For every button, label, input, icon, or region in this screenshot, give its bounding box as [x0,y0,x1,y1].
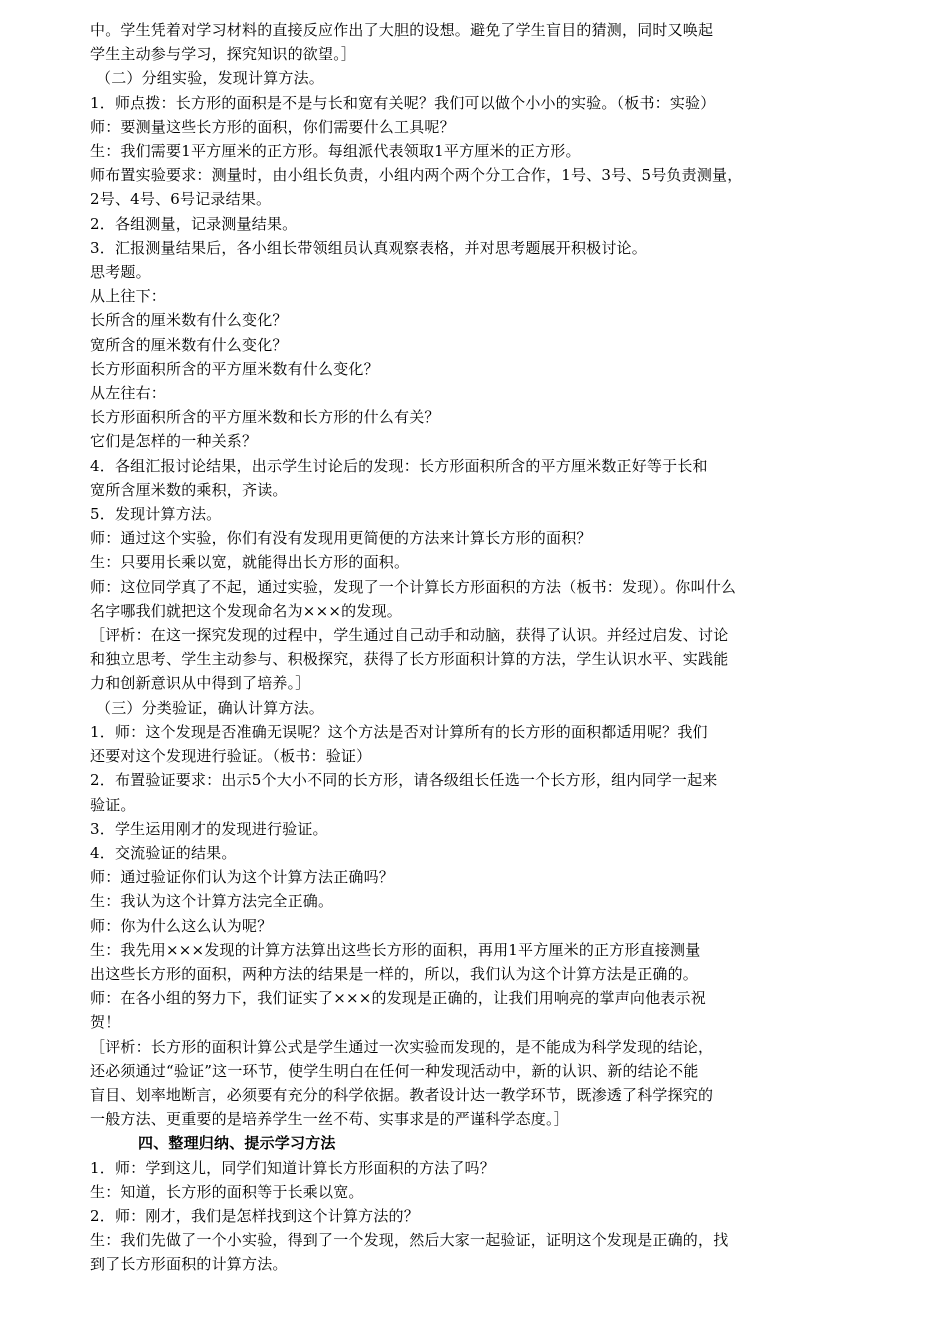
text-line: 3．学生运用刚才的发现进行验证。 [90,819,328,838]
text-line: 师：你为什么这么认为呢？ [90,916,273,935]
text-line: 宽所含的厘米数有什么变化？ [90,335,288,354]
text-line: 生：只要用长乘以宽，就能得出长方形的面积。 [90,553,410,572]
text-line: 2．师：刚才，我们是怎样找到这个计算方法的？ [90,1206,419,1225]
text-line: 从左往右： [90,384,167,403]
text-line: ［评析：在这一探究发现的过程中，学生通过自己动手和动脑，获得了认识。并经过启发、讨论 [90,626,729,645]
text-line: 和独立思考、学生主动参与、积极探究，获得了长方形面积计算的方法，学生认识水平、实践能 [90,650,729,669]
text-line: 师：通过这个实验，你们有没有发现用更简便的方法来计算长方形的面积？ [90,529,592,548]
text-line: 3．汇报测量结果后，各小组长带领组员认真观察表格，并对思考题展开积极讨论。 [90,238,647,257]
text-line: 思考题。 [90,263,151,282]
text-line: 还要对这个发现进行验证。（板书：验证） [90,747,372,766]
text-line: 生：我认为这个计算方法完全正确。 [90,892,334,911]
text-line: 宽所含厘米数的乘积，齐读。 [90,480,288,499]
text-line: 5．发现计算方法。 [90,505,222,524]
text-line: 师：这位同学真了不起，通过实验，发现了一个计算长方形面积的方法（板书：发现）。你叫什么 [90,577,737,596]
text-line: 2号、4号、6号记录结果。 [90,190,272,209]
section-heading: 四、整理归纳、提示学习方法 [138,1134,336,1153]
text-line: 出这些长方形的面积，两种方法的结果是一样的，所以，我们认为这个计算方法是正确的。 [90,964,699,983]
text-line: 2．布置验证要求：出示5个大小不同的长方形，请各级组长任选一个长方形，组内同学一起来 [90,771,718,790]
text-line: 1．师：学到这儿，同学们知道计算长方形面积的方法了吗？ [90,1158,495,1177]
text-line: 4．交流验证的结果。 [90,843,237,862]
text-line: 一般方法、更重要的是培养学生一丝不苟、实事求是的严谨科学态度。］ [90,1110,569,1129]
text-line: 2．各组测量，记录测量结果。 [90,214,298,233]
text-line: 力和创新意识从中得到了培养。］ [90,674,311,693]
text-line: 贺！ [90,1013,121,1032]
text-line: 名字哪我们就把这个发现命名为×××的发现。 [90,601,402,620]
text-line: 师布置实验要求：测量时，由小组长负责，小组内两个两个分工合作，1号、3号、5号负责测量， [90,166,743,185]
text-line: 它们是怎样的一种关系？ [90,432,258,451]
text-line: 1．师点拨：长方形的面积是不是与长和宽有关呢？我们可以做个小小的实验。（板书：实验） [90,93,716,112]
text-line: 1．师：这个发现是否准确无误呢？这个方法是否对计算所有的长方形的面积都适用呢？我们 [90,722,708,741]
text-line: 师：要测量这些长方形的面积，你们需要什么工具呢？ [90,117,455,136]
text-line: 从上往下： [90,287,167,306]
text-line: 盲目、划率地断言，必须要有充分的科学依据。教者设计达一教学环节，既渗透了科学探究的 [90,1085,714,1104]
text-line: 4．各组汇报讨论结果，出示学生讨论后的发现：长方形面积所含的平方厘米数正好等于长和 [90,456,708,475]
text-line: 生：我先用×××发现的计算方法算出这些长方形的面积，再用1平方厘米的正方形直接测量 [90,940,701,959]
text-line: 长方形面积所含的平方厘米数有什么变化？ [90,359,379,378]
text-line: 中。学生凭着对学习材料的直接反应作出了大胆的设想。避免了学生盲目的猜测，同时又唤起 [90,21,714,39]
text-line: 生：我们需要1平方厘米的正方形。每组派代表领取1平方厘米的正方形。 [90,142,581,161]
text-line: （二）分组实验，发现计算方法。 [96,69,325,88]
text-line: 长方形面积所含的平方厘米数和长方形的什么有关？ [90,408,440,427]
text-line: 师：通过验证你们认为这个计算方法正确吗？ [90,868,395,887]
text-line: （三）分类验证，确认计算方法。 [96,698,325,717]
text-line: 生：我们先做了一个小实验，得到了一个发现，然后大家一起验证，证明这个发现是正确的，找 [90,1231,729,1250]
text-line: 验证。 [90,795,136,814]
text-line: ［评析：长方形的面积计算公式是学生通过一次实验而发现的，是不能成为科学发现的结论， [90,1037,714,1056]
text-line: 还必须通过“验证”这一环节，使学生明白在任何一种发现活动中，新的认识、新的结论不能 [90,1061,699,1080]
text-line: 生：知道，长方形的面积等于长乘以宽。 [90,1182,364,1201]
text-line: 长所含的厘米数有什么变化？ [90,311,288,330]
text-line: 师：在各小组的努力下，我们证实了×××的发现是正确的，让我们用响亮的掌声向他表示祝 [90,989,706,1008]
text-line: 学生主动参与学习，探究知识的欲望。］ [90,45,357,64]
text-line: 到了长方形面积的计算方法。 [90,1255,288,1274]
